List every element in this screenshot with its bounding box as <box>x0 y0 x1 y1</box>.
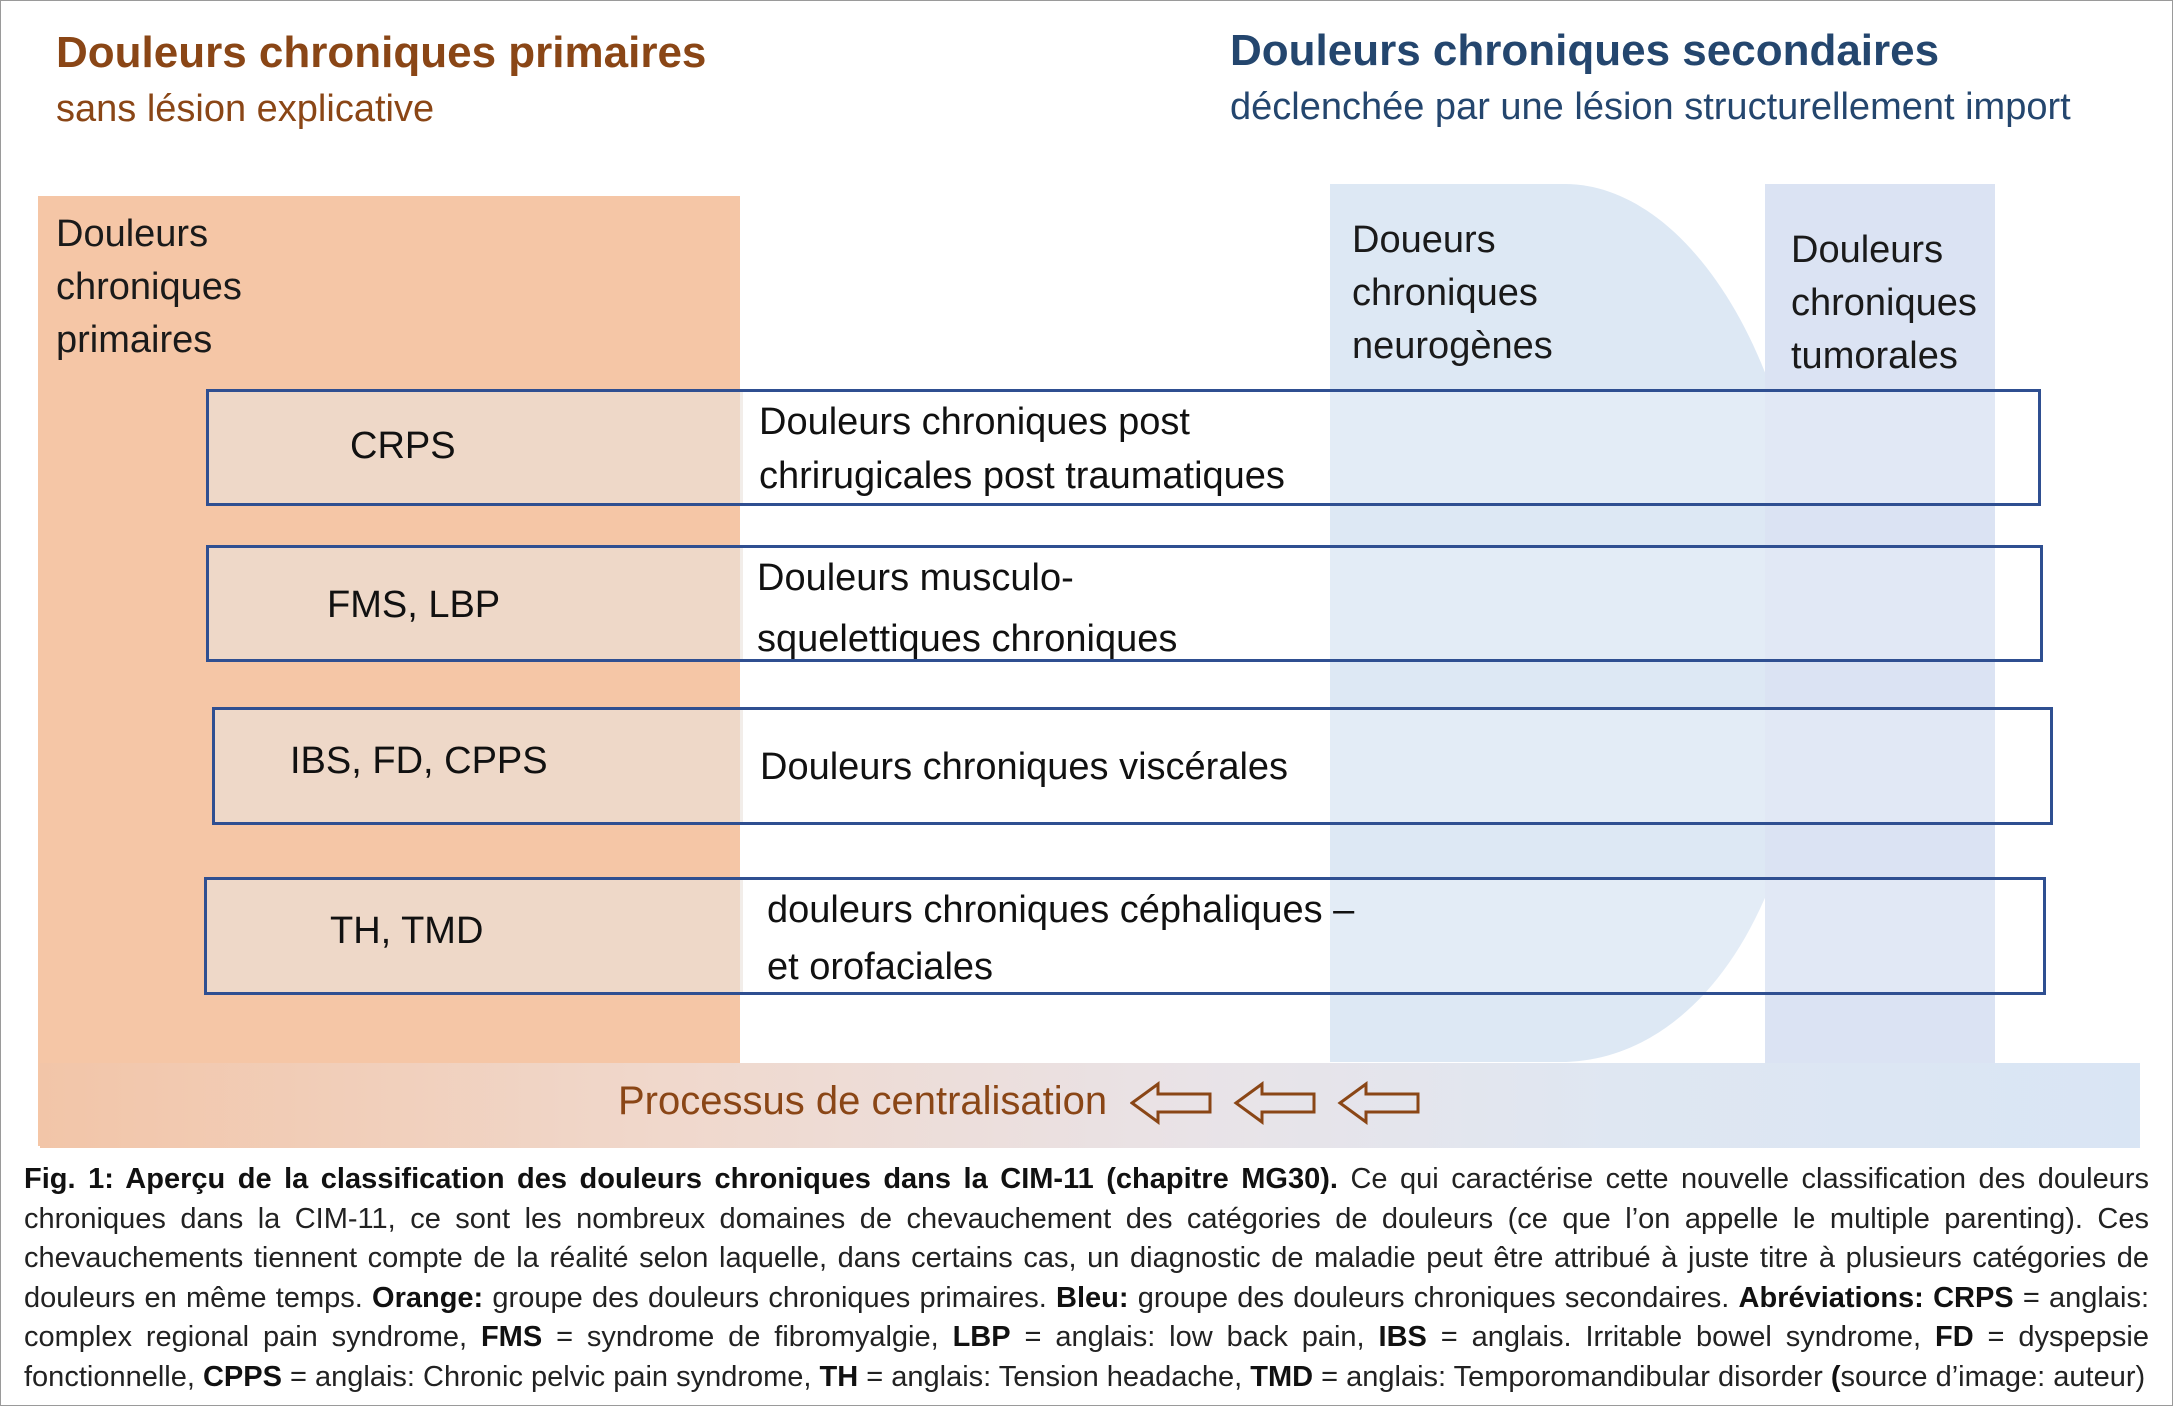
row-crps <box>206 389 2041 506</box>
primary-zone-label: Douleurs chroniques primaires <box>56 213 242 361</box>
row-overlap-primary <box>209 392 743 503</box>
centralisation-arrows <box>1130 1078 1430 1128</box>
row-abbreviation: TH, TMD <box>330 910 484 952</box>
row-label: Douleurs chroniques viscérales <box>760 746 1289 788</box>
secondary-header-title: Douleurs chroniques secondaires <box>1230 26 1940 75</box>
row-abbreviation: IBS, FD, CPPS <box>290 740 548 782</box>
secondary-header-subtitle: déclenchée par une lésion structurellement import <box>1230 86 2071 128</box>
primary-header-title: Douleurs chroniques primaires <box>56 28 707 77</box>
centralisation-label: Processus de centralisation <box>618 1079 1108 1123</box>
left-arrow-icon <box>1340 1084 1418 1122</box>
row-label: douleurs chroniques céphaliques – et orofaciales <box>767 889 1355 988</box>
row-fms-lbp <box>206 545 2043 662</box>
figure-caption: Fig. 1: Aperçu de la classification des douleurs chroniques dans la CIM-11 (chapitre MG30). Ce qui caractérise cette nouvelle classification des douleurs chroniques dans la CIM-11, ce sont les nombreux domaines de chevauchement des catégories de douleurs (ce que l’on appelle le multiple parenting). Ces chevauchements tiennent compte de la réalité selon laquelle, dans certains cas, un diagnostic de maladie peut être attribué à juste titre à plusieurs catégories de douleurs en même temps. Orange: groupe des douleurs chroniques primaires. Bleu: groupe des douleurs chroniques secondaires. Abréviations: CRPS = anglais: complex regional pain syndrome, FMS = syndrome de fibromyalgie, LBP = anglais: low back pain, IBS = anglais. Irritable bowel syndrome, FD = dyspepsie fonctionnelle, CPPS = anglais: Chronic pelvic pain syndrome, TH = anglais: Tension headache, TMD = anglais: Temporomandibular disorder (source d’image: auteur) <box>24 1163 2150 1393</box>
row-ibs-fd-cpps <box>212 707 2053 825</box>
row-abbreviation: CRPS <box>350 425 456 467</box>
row-abbreviation: FMS, LBP <box>327 584 501 626</box>
primary-header-subtitle: sans lésion explicative <box>56 88 435 130</box>
tumoral-zone-label: Douleurs chroniques tumorales <box>1791 229 1977 377</box>
row-th-tmd <box>204 877 2046 995</box>
row-label: Douleurs chroniques post chrirugicales post traumatiques <box>759 401 1285 497</box>
left-arrow-icon <box>1132 1084 1210 1122</box>
left-arrow-icon <box>1236 1084 1314 1122</box>
row-label: Douleurs musculo- squelettiques chroniques <box>757 557 1178 660</box>
neurogenic-zone-label: Doueurs chroniques neurogènes <box>1352 219 1553 367</box>
